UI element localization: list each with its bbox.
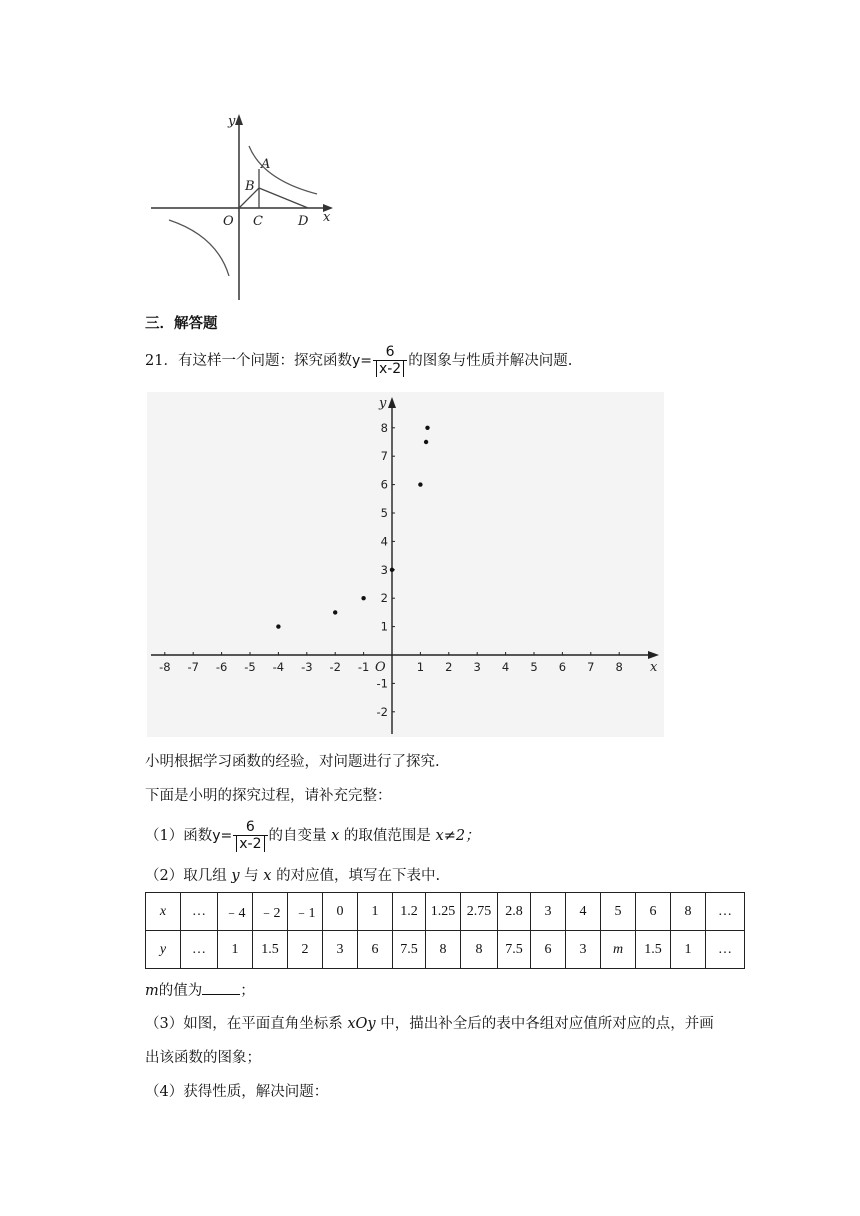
table-cell: … — [181, 931, 218, 969]
q1-function-lhs: y= — [212, 828, 233, 844]
table-cell: 8 — [461, 931, 498, 969]
table-cell: ﹣4 — [218, 893, 253, 931]
table-cell: 6 — [636, 893, 671, 931]
table-cell: ﹣1 — [288, 893, 323, 931]
x-tick-label: 8 — [615, 660, 623, 674]
x-tick-label: 1 — [416, 660, 425, 674]
m-variable: m — [145, 983, 159, 999]
label-B: B — [245, 179, 255, 194]
question-4: （4）获得性质，解决问题： — [145, 1084, 329, 1100]
q1-fraction-denominator — [233, 835, 267, 852]
table-cell: 3 — [566, 931, 601, 969]
problem-intro: 有这样一个问题：探究函数 — [177, 353, 352, 369]
table-cell: 6 — [531, 931, 566, 969]
data-point — [276, 624, 280, 628]
q2-prefix: （2）取几组 — [145, 868, 227, 884]
question-2 — [145, 866, 440, 886]
y-axis-label: y — [379, 396, 387, 411]
function-lhs: y= — [351, 353, 372, 369]
abs-value-expression: x-2 — [376, 361, 404, 377]
table-cell: 0 — [323, 893, 358, 931]
table-cell: 2.75 — [461, 893, 498, 931]
x-axis-label: x — [650, 660, 658, 675]
y-tick-label: -2 — [376, 704, 388, 719]
table-header-cell: x — [146, 893, 181, 931]
coordinate-plane-chart — [147, 392, 664, 737]
question-1 — [145, 820, 480, 852]
y-tick-label: 6 — [380, 477, 388, 492]
question-3-line-2: 出该函数的图象； — [145, 1050, 261, 1066]
data-point — [333, 610, 337, 614]
y-tick-label: 5 — [380, 506, 388, 520]
q1-answer: x≠2； — [435, 828, 480, 844]
problem-number: 21． — [145, 353, 178, 369]
label-C: C — [253, 214, 263, 229]
table-cell: m — [601, 931, 636, 969]
x-tick-label: 5 — [530, 660, 538, 674]
table-cell: 2.8 — [498, 893, 531, 931]
table-cell: ﹣2 — [253, 893, 288, 931]
q1-suffix: 的自变量 — [268, 828, 327, 844]
origin-label: O — [375, 660, 386, 675]
q1-abs-value-expression: x-2 — [236, 836, 264, 852]
table-cell: … — [181, 893, 218, 931]
q2-variable-y: y — [231, 868, 240, 884]
q2-variable-x: x — [263, 868, 272, 884]
table-cell: 8 — [671, 893, 706, 931]
table-cell: … — [706, 893, 745, 931]
paragraph-exploration: 小明根据学习函数的经验，对问题进行了探究. — [145, 754, 440, 770]
x-tick-label: -7 — [187, 660, 199, 674]
q1-prefix: （1）函数 — [145, 828, 213, 844]
label-x: x — [323, 210, 331, 225]
x-tick-label: 4 — [501, 660, 510, 674]
x-tick-label: 3 — [473, 660, 481, 674]
y-tick-label: 2 — [380, 591, 388, 606]
q2-tail: 的对应值，填写在下表中. — [276, 868, 441, 884]
table-cell: 1.5 — [636, 931, 671, 969]
m-tail: ； — [240, 983, 255, 999]
problem-21-statement — [145, 345, 572, 377]
table-cell: 1.5 — [253, 931, 288, 969]
data-point — [361, 596, 365, 600]
data-point — [390, 568, 394, 572]
problem-intro-tail: 的图象与性质并解决问题. — [408, 353, 573, 369]
m-question — [145, 980, 255, 1001]
q3-part-a: （3）如图，在平面直角坐标系 — [145, 1016, 343, 1032]
table-cell: 5 — [601, 893, 636, 931]
figure-hyperbola-sketch — [145, 108, 345, 303]
y-tick-label: 7 — [380, 449, 388, 464]
table-row-x — [146, 893, 745, 931]
label-D: D — [298, 214, 309, 229]
value-table — [145, 892, 745, 969]
table-cell: 8 — [426, 931, 461, 969]
table-cell: 7.5 — [498, 931, 531, 969]
y-tick-label: 4 — [380, 534, 388, 549]
table-cell: 3 — [323, 931, 358, 969]
label-A: A — [261, 157, 271, 172]
label-y: y — [228, 114, 236, 129]
data-point — [424, 440, 428, 444]
x-tick-label: -5 — [244, 660, 256, 674]
q3-part-b: 中，描出补全后的表中各组对应值所对应的点，并画 — [380, 1016, 714, 1032]
table-cell: 1 — [218, 931, 253, 969]
x-tick-label: -2 — [329, 660, 341, 674]
x-tick-label: 6 — [558, 660, 567, 674]
table-cell: 4 — [566, 893, 601, 931]
q1-fraction-numerator: 6 — [245, 819, 255, 835]
table-cell: 2 — [288, 931, 323, 969]
x-tick-label: 2 — [445, 660, 453, 674]
table-cell: 3 — [531, 893, 566, 931]
y-tick-label: 3 — [380, 562, 388, 577]
x-tick-label: 7 — [587, 660, 595, 674]
y-tick-label: 8 — [380, 420, 388, 435]
data-point — [418, 482, 422, 486]
y-tick-label: 1 — [380, 619, 388, 634]
table-cell: 1.25 — [426, 893, 461, 931]
x-tick-label: -6 — [215, 660, 228, 674]
data-point — [425, 426, 429, 430]
q2-mid: 与 — [244, 868, 259, 884]
table-cell: 6 — [358, 931, 393, 969]
x-tick-label: -8 — [159, 660, 171, 674]
x-tick-label: -1 — [357, 660, 370, 674]
q3-plane-name: xOy — [347, 1016, 376, 1032]
m-text: 的值为 — [158, 983, 203, 999]
table-cell: 1 — [671, 931, 706, 969]
table-cell: 1 — [358, 893, 393, 931]
q1-function-fraction — [233, 820, 267, 852]
function-fraction — [373, 345, 407, 377]
q1-tail: 的取值范围是 — [343, 828, 431, 844]
table-cell: 7.5 — [393, 931, 426, 969]
fraction-numerator: 6 — [385, 344, 395, 360]
m-answer-blank[interactable] — [202, 980, 240, 995]
x-tick-label: -4 — [272, 660, 285, 674]
paragraph-instructions: 下面是小明的探究过程，请补充完整： — [145, 788, 392, 804]
table-cell: … — [706, 931, 745, 969]
section-heading: 三．解答题 — [145, 315, 218, 332]
x-tick-label: -3 — [301, 660, 313, 674]
q1-variable-x: x — [331, 828, 340, 844]
table-cell: 1.2 — [393, 893, 426, 931]
table-header-cell: y — [146, 931, 181, 969]
table-row-y — [146, 931, 745, 969]
fraction-denominator — [373, 360, 407, 377]
y-tick-label: -1 — [376, 676, 388, 691]
question-3-line-1 — [145, 1014, 714, 1034]
label-O: O — [223, 214, 234, 229]
